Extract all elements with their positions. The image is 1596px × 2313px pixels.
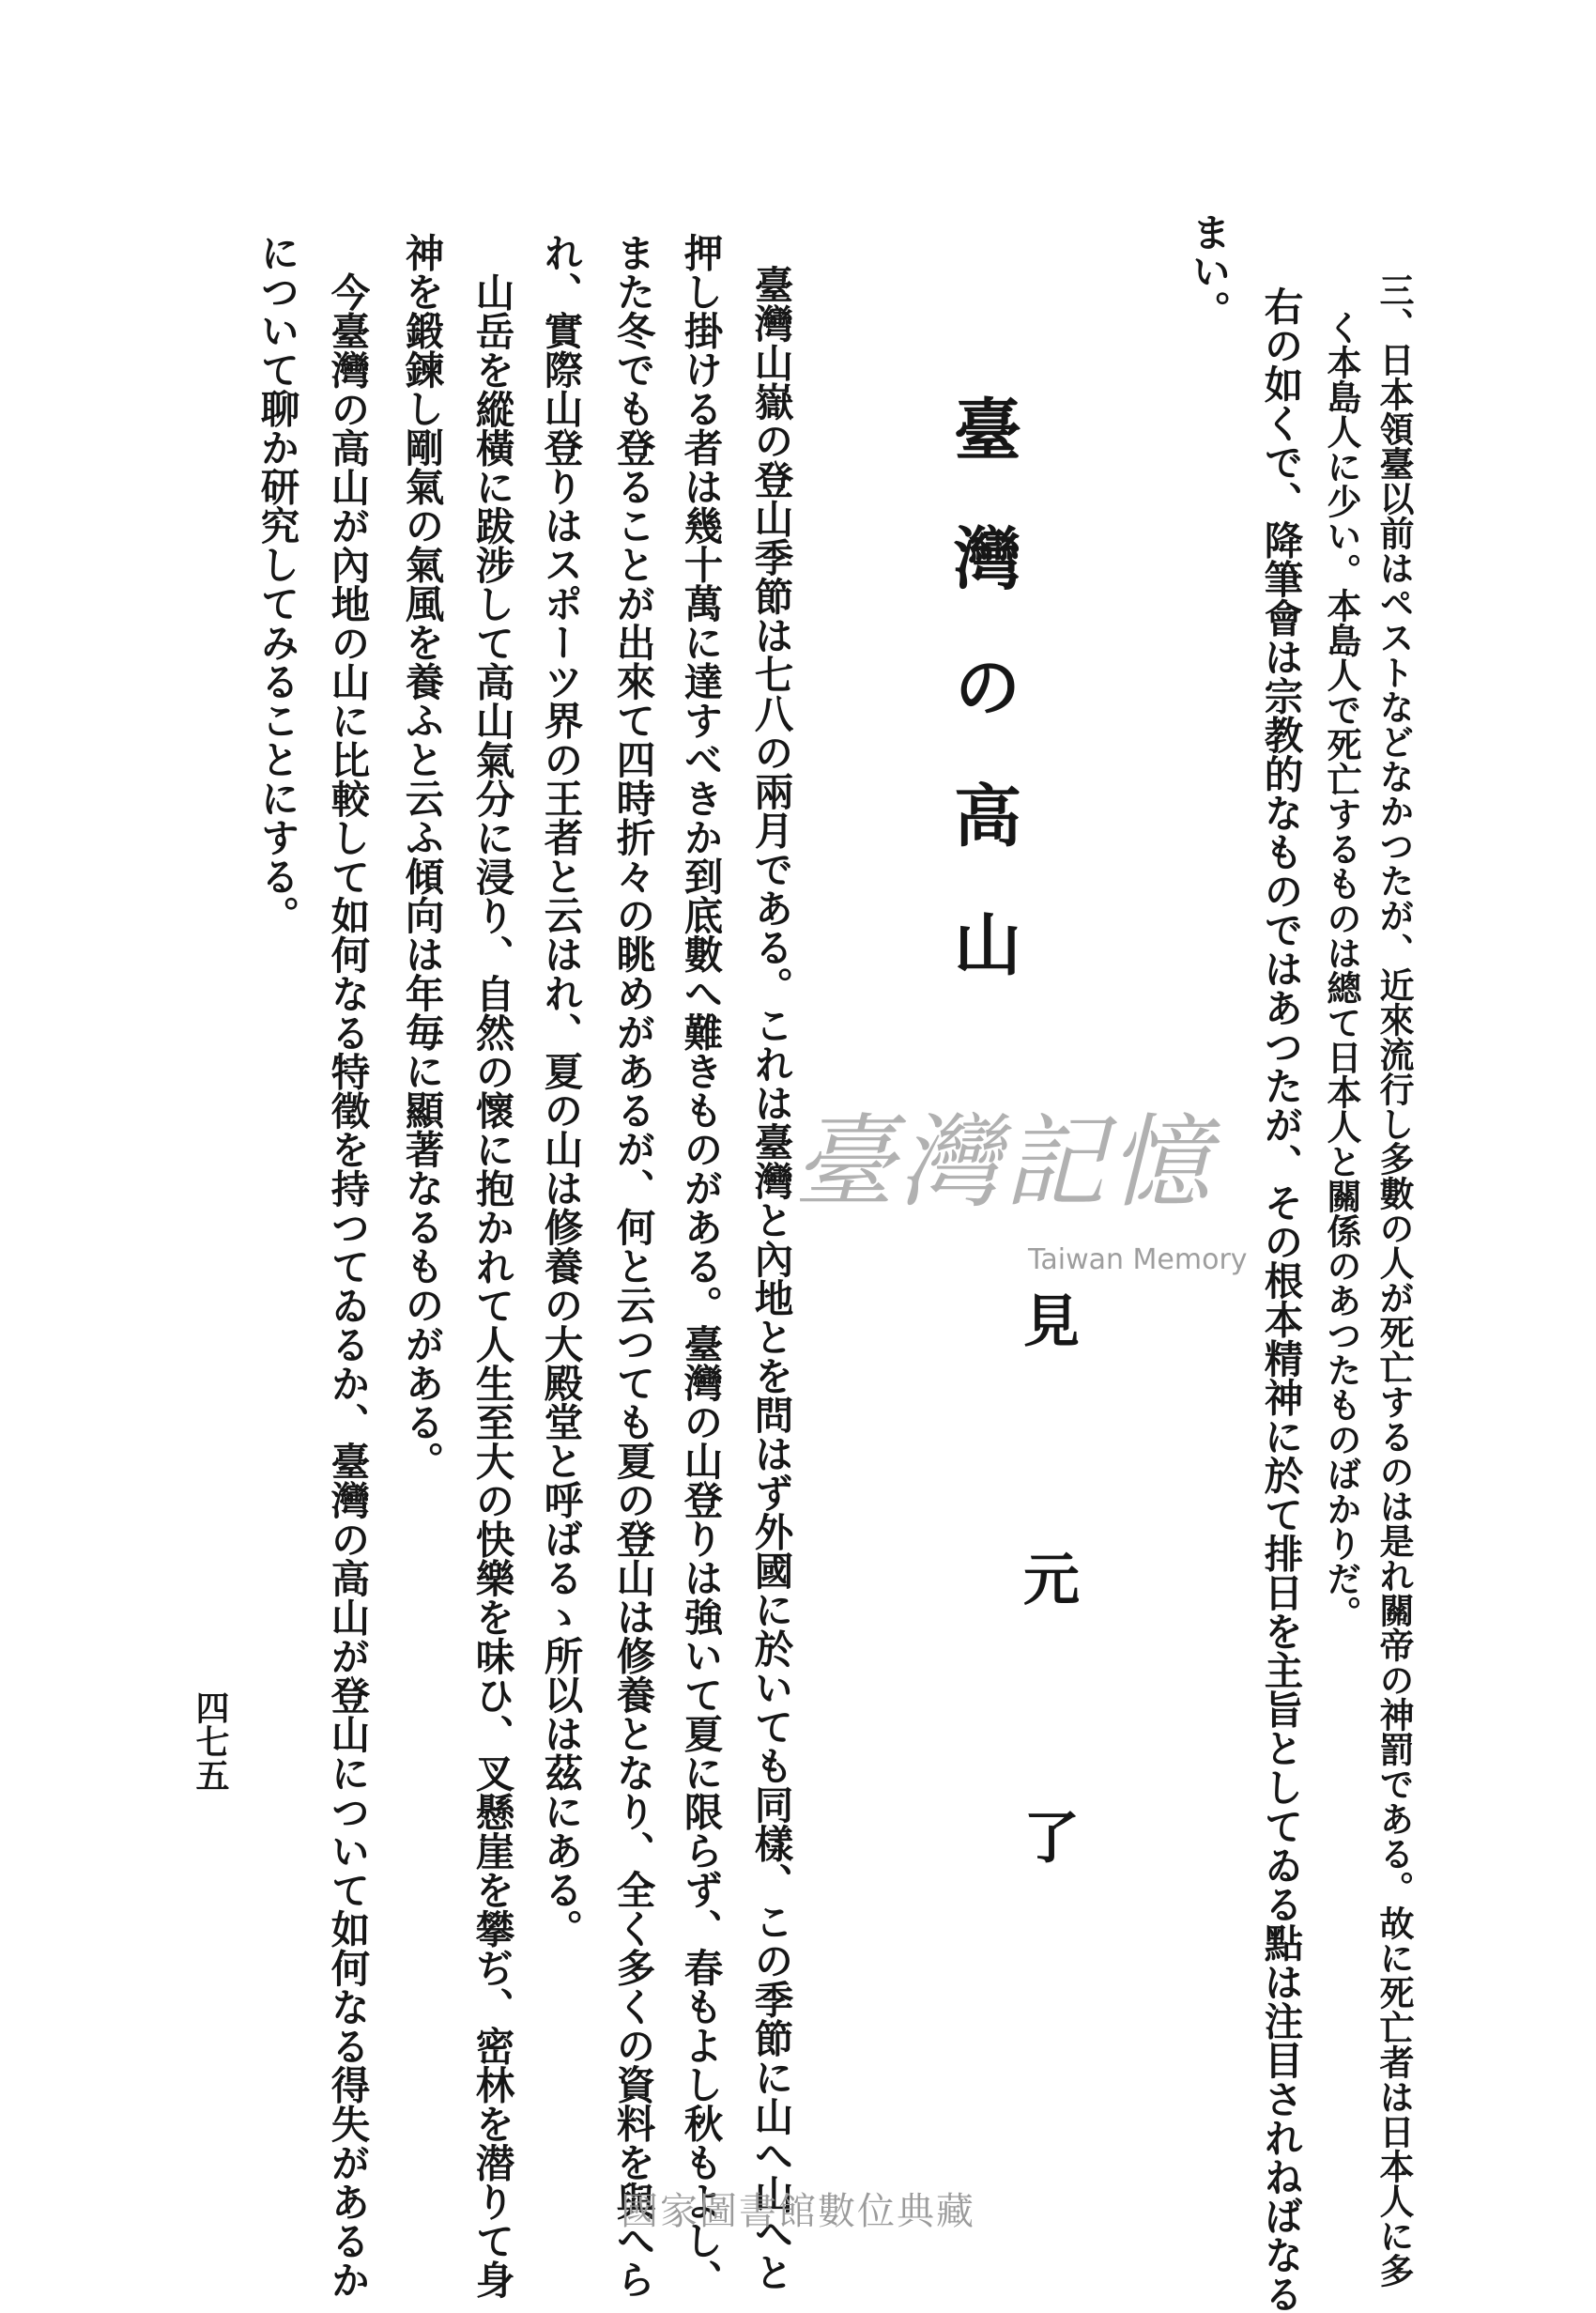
- note-line-1: 三、日本領臺以前はペストなどなかつたが、近來流行し多數の人が死亡するのは是れ關帝の神罰である。故に死亡者は日本人に多: [1373, 272, 1415, 2288]
- author-char: 了: [1014, 1808, 1080, 1864]
- body-line-6: 神を鍛鍊し剛氣の氣風を養ふと云ふ傾向は年毎に顯著なるものがある。: [398, 233, 445, 1480]
- watermark-text: 臺灣記憶: [793, 1104, 1215, 1222]
- body-line-1: 臺灣山嶽の登山季節は七八の兩月である。これは臺灣と內地とを問はず外國に於いても同樣、この季節に山へ山へと: [747, 265, 794, 2291]
- author-char: 見: [1014, 1291, 1080, 1348]
- body-line-5: 山岳を縱橫に跋涉して高山氣分に浸り、自然の懷に抱かれて人生至大の快樂を味ひ、叉懸崖を攀ぢ、密林を潜りて身: [468, 272, 515, 2299]
- article-title: [944, 394, 1020, 977]
- title-char: 山: [943, 909, 1022, 977]
- watermark-logo: [793, 1104, 1263, 1301]
- note-line-4: まい。: [1185, 212, 1232, 330]
- body-line-7: 今臺灣の高山が內地の山に比較して如何なる特徵を持つてゐるか、臺灣の高山が登山について如何なる得失があるか: [324, 272, 371, 2299]
- title-char: 灣: [943, 523, 1022, 591]
- note-line-2: く本島人に少い。本島人で死亡するものは總て日本人と關係のあつたものばかりだ。: [1321, 310, 1362, 1630]
- article-author: [1014, 1291, 1080, 1864]
- note-line-3: 右の如くで、降筆會は宗教的なものではあつたが、その根本精神に於て排日を主旨としてゐる點は注目されねばなる: [1257, 286, 1304, 2313]
- title-char: の: [943, 652, 1022, 719]
- body-line-4: れ、實際山登りはスポーツ界の王者と云はれ、夏の山は修養の大殿堂と呼ばるゝ所以は茲にある。: [537, 233, 584, 1948]
- body-line-8: について聊か研究してみることにする。: [253, 233, 300, 934]
- body-line-2: 押し掛ける者は幾十萬に達すべきか到底數へ難きものがある。臺灣の山登りは強いて夏に限らず、春もよし秋もよし、: [677, 233, 724, 2299]
- title-char: 高: [943, 780, 1022, 848]
- watermark-subtext: Taiwan Memory: [1028, 1243, 1248, 1276]
- author-char: 元: [1014, 1550, 1080, 1606]
- title-char: 臺: [943, 394, 1022, 462]
- body-line-3: また冬でも登ることが出來て四時折々の眺めがあるが、何と云つても夏の登山は修養となり、全く多くの資料を與へら: [609, 233, 656, 2299]
- footer-archive-label: 國家圖書館數位典藏: [621, 2190, 975, 2233]
- page-number: 四七五: [191, 1690, 230, 1792]
